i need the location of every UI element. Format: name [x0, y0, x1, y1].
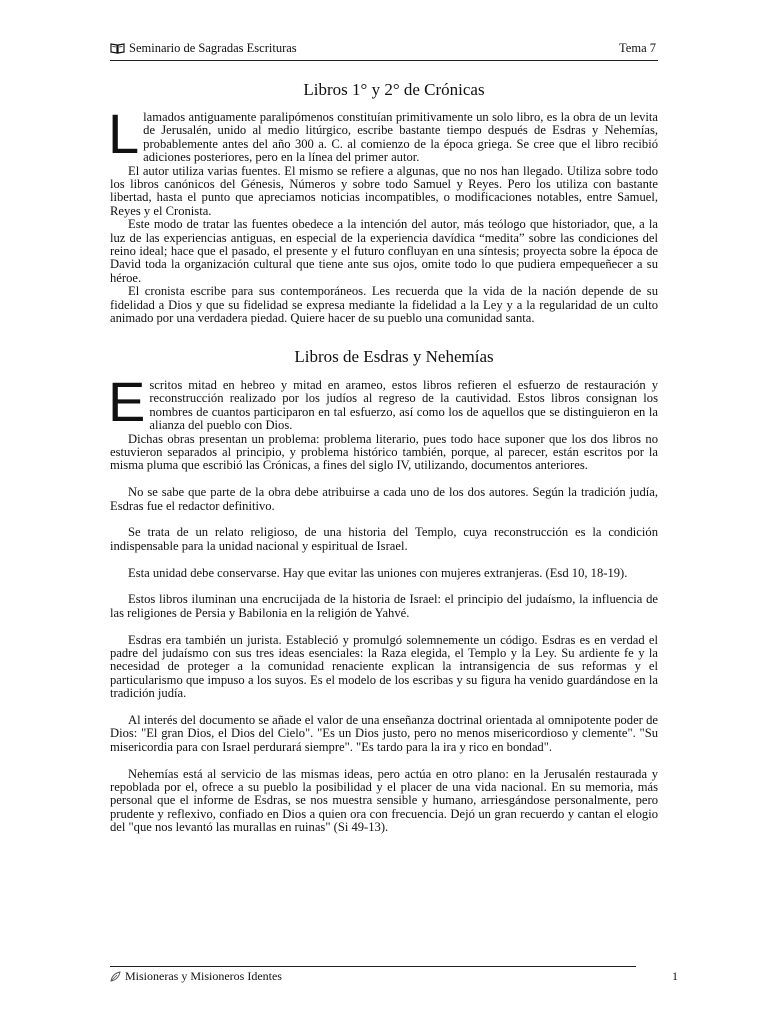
paragraph: Este modo de tratar las fuentes obedece a la intención del autor, más teólogo que historiador, que, a la luz de las experiencias antiguas, en especial de la experiencia davídica “medita” sobre las condiciones del reino ideal; hace que el pasado, el presente y el futuro confluyan en una síntesis; proyecta sobre la época de David toda la organización cultural que tiene ante sus ojos, omite todo lo que pudiera empequeñecer a su héroe.: [110, 217, 658, 285]
paragraph-text: scritos mitad en hebreo y mitad en arameo, estos libros refieren el esfuerzo de restauración y reconstrucción realizado por los judíos al regreso de la cautividad. Estos libros consignan los nombres de cuantos participaron en tal esfuerzo, así como los de aquellos que se distinguieron en la alianza del pueblo con Dios.: [149, 378, 658, 433]
section-esdras-nehemias: [108, 370, 658, 835]
paragraph: [108, 102, 658, 165]
paragraph: No se sabe que parte de la obra debe atribuirse a cada uno de los dos autores. Según la tradición judía, Esdras fue el redactor definitivo.: [110, 485, 658, 513]
header-left: [110, 41, 297, 56]
footer-rule: [110, 966, 636, 967]
header-topic: Tema 7: [619, 41, 656, 55]
footer-organization: Misioneras y Misioneros Identes: [125, 969, 282, 983]
paragraph: Al interés del documento se añade el valor de una enseñanza doctrinal orientada al omnipotente poder de Dios: "El gran Dios, el Dios del Cielo". "Es un Dios justo, pero no menos misericordioso y clemente". "Su misericordia para con Israel perdurará siempre". "Es tardo para la ira y rico en bondad".: [110, 713, 658, 754]
paragraph: Estos libros iluminan una encrucijada de la historia de Israel: el principio del judaísmo, la influencia de las religiones de Persia y Babilonia en la religión de Yahvé.: [110, 592, 658, 620]
paragraph: El cronista escribe para sus contemporáneos. Les recuerda que la vida de la nación depende de su fidelidad a Dios y que su fidelidad se expresa mediante la fidelidad a la Ley y a la regularidad de un culto animado por una verdadera piedad. Quiere hacer de su pueblo una comunidad santa.: [110, 284, 658, 326]
paragraph-text: lamados antiguamente paralipómenos constituían primitivamente un solo libro, es la obra de un levita de Jerusalén, unido al medio litúrgico, escribe bastante tiempo después de Esdras y Nehemías, probablemente antes del año 300 a. C. al comienzo de la época griega. Se cree que el libro recibió adiciones posteriores, pero en la línea del primer autor.: [143, 110, 658, 165]
section-cronicas: [108, 102, 658, 326]
paragraph: Esta unidad debe conservarse. Hay que evitar las uniones con mujeres extranjeras. (Esd 10, 18-19).: [128, 565, 628, 580]
leaf-icon: [110, 971, 121, 982]
drop-cap: L: [108, 102, 140, 165]
header-title: Seminario de Sagradas Escrituras: [129, 41, 297, 55]
section-title-cronicas: Libros 1° y 2° de Crónicas: [303, 80, 485, 99]
paragraph: Nehemías está al servicio de las mismas ideas, pero actúa en otro plano: en la Jerusalén restaurada y repoblada por el, ofrece a su pueblo la posibilidad y el placer de una vida nacional. En su memoria, más personal que el informe de Esdras, se nos muestra sensible y humano, arriesgándose personalmente, pero prudente y reflexivo, confiado en Dios a quien ora con frecuencia. Dejó un gran recuerdo y cantan el elogio del "que nos levantó las murallas en ruinas" (Si 49-13).: [110, 766, 658, 835]
paragraph: Se trata de un relato religioso, de una historia del Templo, cuya reconstrucción es la condición indispensable para la unidad nacional y espiritual de Israel.: [110, 525, 658, 553]
paragraph: [108, 370, 658, 433]
drop-cap: E: [108, 370, 146, 433]
page-number: 1: [672, 969, 678, 983]
page-header: [110, 40, 658, 61]
open-book-icon: [110, 43, 125, 54]
paragraph: Dichas obras presentan un problema: problema literario, pues todo hace suponer que los dos libros no estuvieron separados al principio, y problema histórico también, porque, al parecer, están escritos por la misma pluma que escribió las Crónicas, a fines del siglo IV, utilizando, documentos anteriores.: [110, 431, 658, 473]
footer-left: [110, 969, 282, 984]
paragraph: El autor utiliza varias fuentes. El mismo se refiere a algunas, que no nos han llegado. Utiliza sobre todo los libros canónicos del Génesis, Números y sobre todo Samuel y Reyes. Pero los utiliza con bastante libertad, hasta el punto que apreciamos noticias incompatibles, o modificaciones notables, entre Samuel, Reyes y el Cronista.: [110, 163, 658, 218]
section-title-esdras-nehemias: Libros de Esdras y Nehemías: [294, 347, 494, 366]
paragraph: Esdras era también un jurista. Estableció y promulgó solemnemente un código. Esdras es en verdad el padre del judaísmo con sus tres ideas esenciales: la Raza elegida, el Templo y la Ley. Su ardiente fe y la necesidad de proteger a la comunidad renaciente explican la intransigencia de sus reformas y el particularismo que impuso a los suyos. Es el modelo de los escribas y su figura ha venido guardándose en la tradición judía.: [110, 632, 658, 701]
